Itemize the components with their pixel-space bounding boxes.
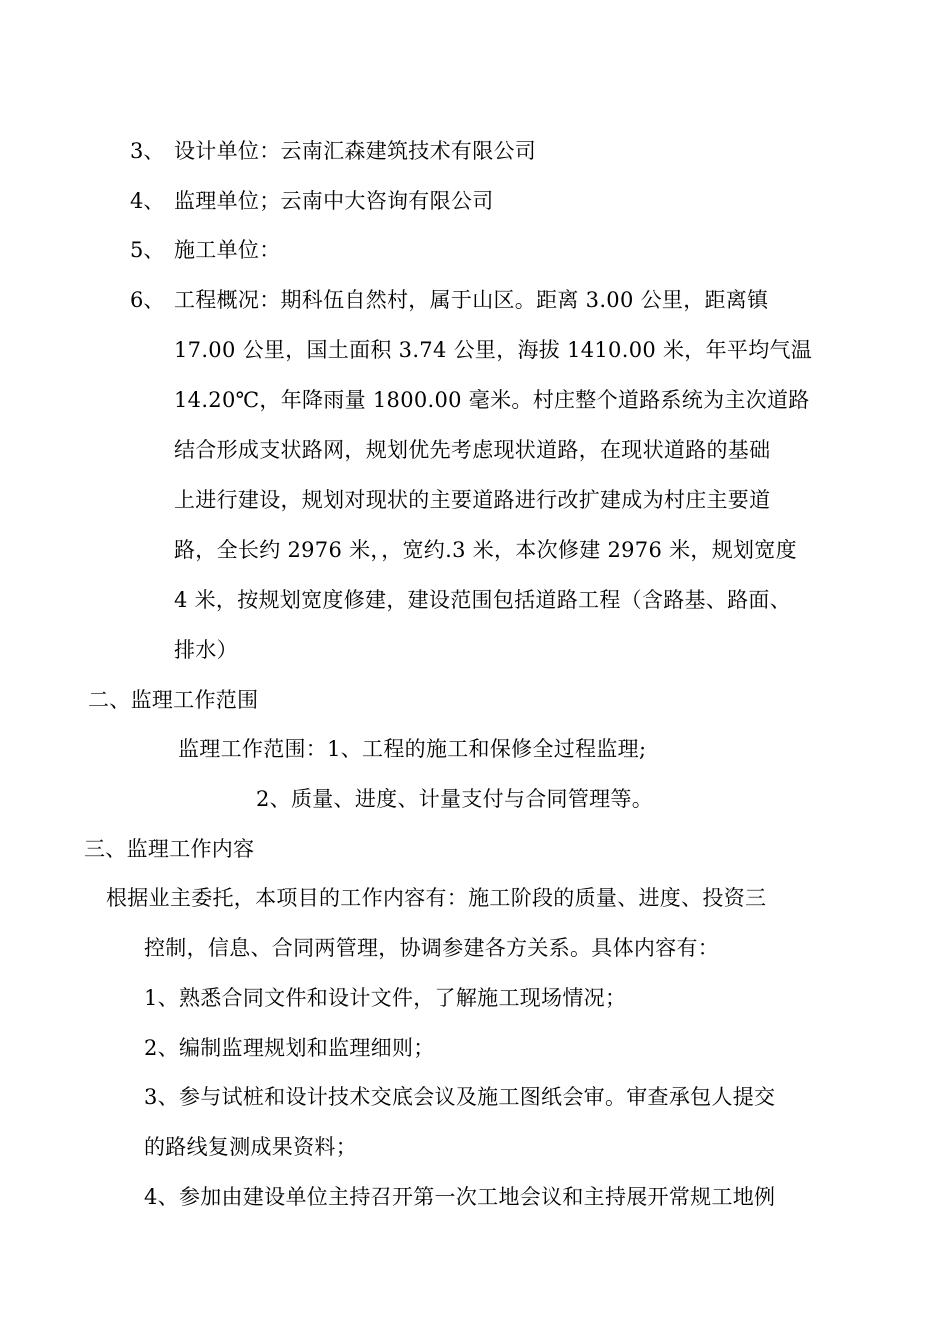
content-item: 的路线复测成果资料； xyxy=(144,1135,357,1159)
overview-line: 排水） xyxy=(174,638,238,662)
content-item: 2、编制监理规划和监理细则； xyxy=(144,1036,435,1060)
item-number: 6、 xyxy=(130,288,165,312)
overview-line: 结合形成支状路网，规划优先考虑现状道路，在现状道路的基础 xyxy=(174,438,771,462)
supervision-unit-line: 监理单位；云南中大咨询有限公司 xyxy=(174,189,494,213)
content-intro-line: 控制，信息、合同两管理，协调参建各方关系。具体内容有： xyxy=(144,936,720,960)
design-unit-line: 设计单位：云南汇森建筑技术有限公司 xyxy=(174,139,537,163)
section-heading: 三、监理工作内容 xyxy=(84,837,255,861)
content-item: 3、参与试桩和设计技术交底会议及施工图纸会审。审查承包人提交 xyxy=(144,1085,776,1109)
item-number: 4、 xyxy=(130,189,165,213)
scope-line: 监理工作范围：1、工程的施工和保修全过程监理; xyxy=(178,737,647,761)
scope-line: 2、质量、进度、计量支付与合同管理等。 xyxy=(256,787,654,811)
item-number: 3、 xyxy=(130,139,165,163)
content-item: 1、熟悉合同文件和设计文件，了解施工现场情况； xyxy=(144,986,627,1010)
section-heading: 二、监理工作范围 xyxy=(88,688,259,712)
content-item: 4、参加由建设单位主持召开第一次工地会议和主持展开常规工地例 xyxy=(144,1185,776,1209)
item-number: 5、 xyxy=(130,238,165,262)
construction-unit-line: 施工单位： xyxy=(174,238,281,262)
overview-line: 14.20℃，年降雨量 1800.00 毫米。村庄整个道路系统为主次道路 xyxy=(174,388,810,412)
overview-line: 4 米，按规划宽度修建，建设范围包括道路工程（含路基、路面、 xyxy=(174,588,792,612)
overview-line: 路，全长约 2976 米，，宽约.3 米，本次修建 2976 米，规划宽度 xyxy=(174,538,797,562)
overview-line: 上进行建设，规划对现状的主要道路进行改扩建成为村庄主要道 xyxy=(174,488,771,512)
overview-line: 工程概况：期科伍自然村，属于山区。距离 3.00 公里，距离镇 xyxy=(174,288,769,312)
overview-line: 17.00 公里，国土面积 3.74 公里，海拔 1410.00 米，年平均气温 xyxy=(174,338,813,362)
content-intro-line: 根据业主委托，本项目的工作内容有：施工阶段的质量、进度、投资三 xyxy=(106,886,767,910)
